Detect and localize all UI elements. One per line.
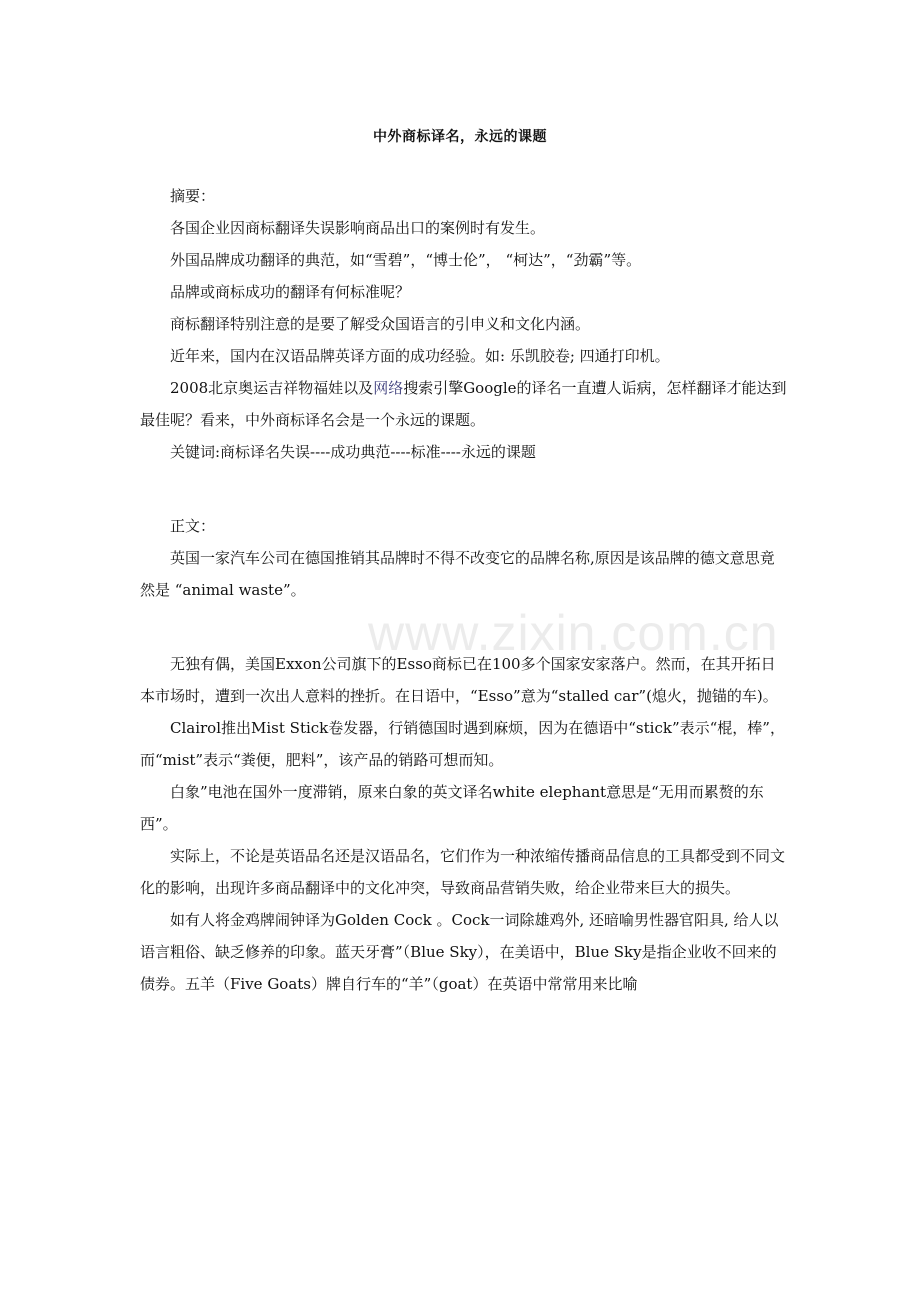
section-spacer	[140, 468, 788, 510]
body-heading: 正文：	[170, 517, 216, 535]
abstract-line: 各国企业因商标翻译失误影响商品出口的案例时有发生。	[170, 219, 546, 237]
watermark: www.zixin.com.cn	[368, 605, 779, 661]
body-paragraph: 无独有偶，美国Exxon公司旗下的Esso商标已在100多个国家安家落户。然而，在其开拓日本市场时，遭到一次出人意料的挫折。在日语中，“Esso”意为“stalled car”(熄火，抛锚的车)。	[140, 655, 778, 705]
document-title: 中外商标译名，永远的课题	[373, 129, 547, 145]
abstract-line: 商标翻译特别注意的是要了解受众国语言的引申义和文化内涵。	[170, 315, 591, 333]
body-paragraph: 实际上，不论是英语品名还是汉语品名，它们作为一种浓缩传播商品信息的工具都受到不同文化的影响，出现许多商品翻译中的文化冲突，导致商品营销失败，给企业带来巨大的损失。	[140, 847, 786, 897]
body-paragraph: 如有人将金鸡牌闹钟译为Golden Cock 。Cock一词除雄鸡外, 还暗喻男性器官阳具, 给人以语言粗俗、缺乏修养的印象。蓝天牙膏”（Blue Sky），在美语中，Blue Sky是指企业收不回来的债券。五羊（Five Goats）牌自行车的“羊”（goat）在英语中常常用来比喻	[140, 911, 779, 993]
body-paragraph: 白象”电池在国外一度滞销，原来白象的英文译名white elephant意思是“无用而累赘的东西”。	[140, 783, 764, 833]
body-paragraph: 英国一家汽车公司在德国推销其品牌时不得不改变它的品牌名称,原因是该品牌的德文意思竟然是 “animal waste”。	[140, 549, 775, 599]
abstract-line: 近年来，国内在汉语品牌英译方面的成功经验。如: 乐凯胶卷; 四通打印机。	[170, 347, 670, 365]
abstract-heading: 摘要：	[170, 187, 216, 205]
keywords: 关键词:商标译名失误----成功典范----标准----永远的课题	[170, 443, 536, 461]
olympic-text-end: 搜索引擎Google的译名一直遭人诟病，怎样翻译才能达到最佳呢？看来，中外商标译名会是一个永远的课题。	[140, 379, 787, 429]
abstract-olympic-paragraph	[140, 372, 788, 436]
body-paragraph: Clairol推出Mist Stick卷发器，行销德国时遇到麻烦，因为在德语中“stick”表示“棍，棒”，而“mist”表示“粪便，肥料”，该产品的销路可想而知。	[140, 719, 785, 769]
network-link[interactable]: 网络	[373, 379, 404, 397]
abstract-line: 外国品牌成功翻译的典范，如“雪碧”，“博士伦”， “柯达”，“劲霸”等。	[170, 251, 642, 269]
paragraph-spacer	[140, 606, 788, 648]
olympic-text-start: 2008北京奥运吉祥物福娃以及	[170, 379, 374, 397]
document-content	[140, 180, 788, 1000]
abstract-line: 品牌或商标成功的翻译有何标准呢？	[170, 283, 411, 301]
